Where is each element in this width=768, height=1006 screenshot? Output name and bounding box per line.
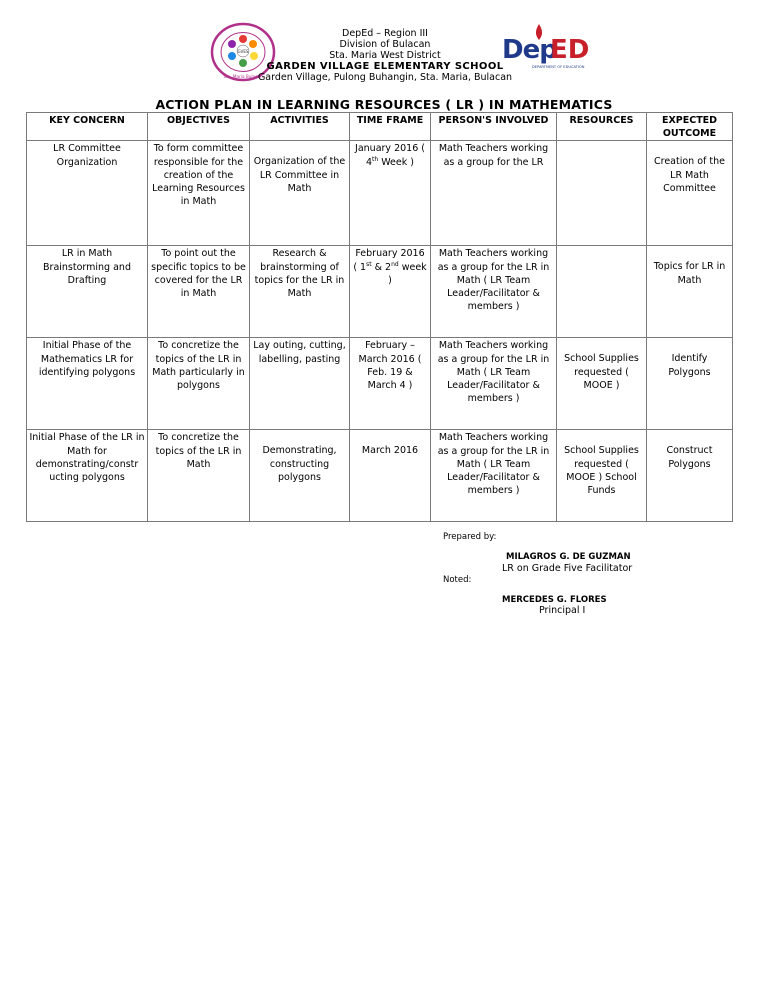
noted-label: Noted:	[443, 575, 472, 585]
svg-text:DEPARTMENT OF EDUCATION: DEPARTMENT OF EDUCATION	[532, 65, 585, 69]
cell-persons: Math Teachers working as a group for the LR	[431, 141, 557, 246]
cell-outcome: Topics for LR in Math	[647, 246, 733, 338]
svg-text:GVES: GVES	[237, 49, 249, 54]
cell-time-frame: January 2016 ( 4th Week )	[350, 141, 431, 246]
table-row	[27, 141, 733, 246]
cell-resources: School Supplies requested ( MOOE ) School Funds	[557, 430, 647, 522]
preparer-name: MILAGROS G. DE GUZMAN	[506, 552, 631, 562]
table-row	[27, 430, 733, 522]
cell-objectives: To point out the specific topics to be covered for the LR in Math	[148, 246, 250, 338]
district-line: Sta. Maria West District	[329, 50, 441, 61]
region-line: DepEd – Region III	[342, 28, 428, 39]
prepared-by-label: Prepared by:	[443, 532, 497, 542]
header-key-concern: KEY CONCERN	[27, 113, 148, 141]
noter-name: MERCEDES G. FLORES	[502, 595, 607, 605]
cell-time-frame: February 2016 ( 1st & 2nd week )	[350, 246, 431, 338]
svg-text:ED: ED	[550, 35, 590, 65]
cell-objectives: To form committee responsible for the creation of the Learning Resources in Math	[148, 141, 250, 246]
cell-resources	[557, 141, 647, 246]
noter-role: Principal I	[539, 605, 586, 616]
header-expected-outcome: EXPECTED OUTCOME	[647, 113, 733, 141]
action-plan-table	[26, 112, 733, 522]
letterhead	[250, 28, 520, 83]
header-persons-involved: PERSON'S INVOLVED	[431, 113, 557, 141]
cell-key-concern: Initial Phase of the LR in Math for demonstrating/constr ucting polygons	[27, 430, 148, 522]
header-resources: RESOURCES	[557, 113, 647, 141]
table-row	[27, 338, 733, 430]
school-address: Garden Village, Pulong Buhangin, Sta. Maria, Bulacan	[257, 72, 513, 83]
svg-text:Sta. Maria Bulacan: Sta. Maria Bulacan	[223, 74, 263, 79]
cell-persons: Math Teachers working as a group for the LR in Math ( LR Team Leader/Facilitator & members )	[431, 338, 557, 430]
cell-outcome: Identify Polygons	[647, 338, 733, 430]
school-name: GARDEN VILLAGE ELEMENTARY SCHOOL	[266, 61, 504, 72]
cell-key-concern: LR Committee Organization	[27, 141, 148, 246]
table-header-row	[27, 113, 733, 141]
cell-activities: Organization of the LR Committee in Math	[250, 141, 350, 246]
cell-activities: Research & brainstorming of topics for the LR in Math	[250, 246, 350, 338]
cell-persons: Math Teachers working as a group for the LR in Math ( LR Team Leader/Facilitator & members )	[431, 430, 557, 522]
cell-activities: Lay outing, cutting, labelling, pasting	[250, 338, 350, 430]
cell-outcome: Creation of the LR Math Committee	[647, 141, 733, 246]
svg-text:Dep: Dep	[502, 35, 557, 65]
header-time-frame: TIME FRAME	[350, 113, 431, 141]
cell-objectives: To concretize the topics of the LR in Math particularly in polygons	[148, 338, 250, 430]
cell-objectives: To concretize the topics of the LR in Math	[148, 430, 250, 522]
document-title: ACTION PLAN IN LEARNING RESOURCES ( LR ) IN MATHEMATICS	[155, 97, 613, 112]
cell-time-frame: February – March 2016 ( Feb. 19 & March 4 )	[350, 338, 431, 430]
cell-outcome: Construct Polygons	[647, 430, 733, 522]
preparer-role: LR on Grade Five Facilitator	[502, 563, 633, 574]
cell-time-frame: March 2016	[350, 430, 431, 522]
cell-key-concern: Initial Phase of the Mathematics LR for identifying polygons	[27, 338, 148, 430]
cell-persons: Math Teachers working as a group for the LR in Math ( LR Team Leader/Facilitator & members )	[431, 246, 557, 338]
cell-resources: School Supplies requested ( MOOE )	[557, 338, 647, 430]
table-row	[27, 246, 733, 338]
cell-activities: Demonstrating, constructing polygons	[250, 430, 350, 522]
deped-logo	[500, 18, 590, 78]
cell-resources	[557, 246, 647, 338]
division-line: Division of Bulacan	[339, 39, 431, 50]
header-objectives: OBJECTIVES	[148, 113, 250, 141]
cell-key-concern: LR in Math Brainstorming and Drafting	[27, 246, 148, 338]
header-activities: ACTIVITIES	[250, 113, 350, 141]
